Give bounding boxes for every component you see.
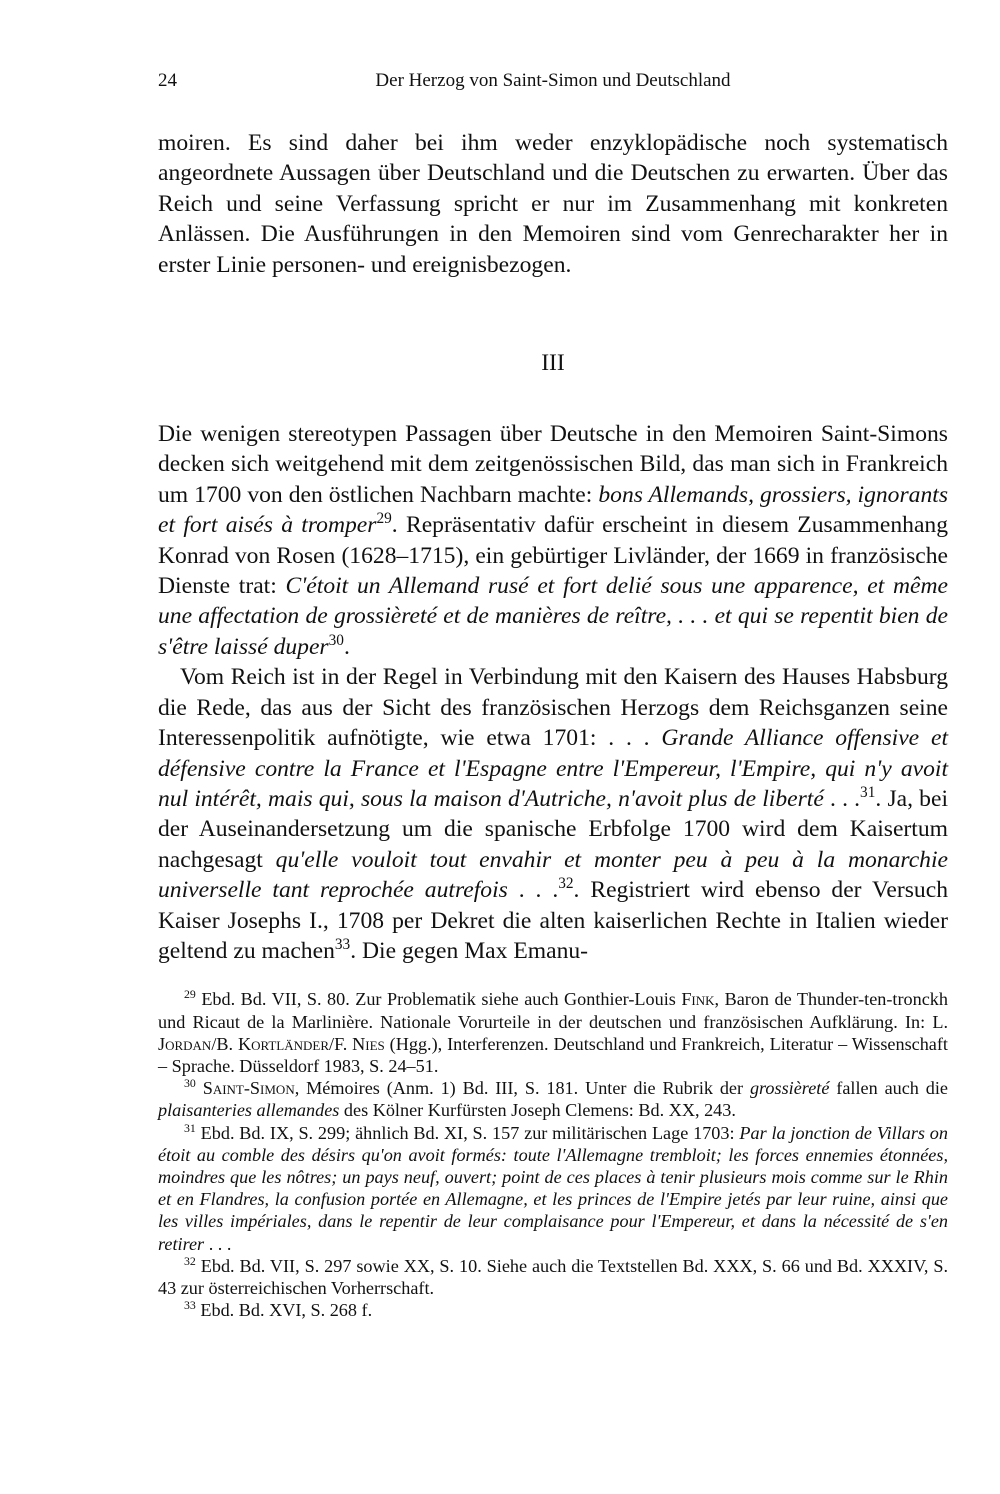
footnote-ref: 30 <box>328 632 344 650</box>
footnote-number: 30 <box>184 1076 196 1091</box>
paragraph-stereotypes <box>158 419 948 662</box>
text-segment <box>196 1078 203 1098</box>
footnote-number: 33 <box>184 1298 196 1313</box>
text-segment: . . . <box>823 785 861 812</box>
footnote-32 <box>158 1255 948 1299</box>
footnote-ref: 33 <box>334 936 351 954</box>
text-segment: . Repräsentativ dafür erscheint in diesem Zusammenhang Konrad von Rosen (1628–1715), ein gebürtiger Livländer, der 1669 in französische Dienste trat: <box>158 512 949 600</box>
text-segment: , Baron de Thunder-ten-tronckh und Ricaut de la Marlinière. Nationale Vorurteile in der deutschen und französischen Aufklärung. In: L. <box>158 989 948 1032</box>
text-segment: . Die gegen Max Emanu- <box>350 937 589 964</box>
author-name: Saint-Simon <box>202 1078 295 1099</box>
quote-segment: Par la jonction de Villars on étoit au comble des désirs qu'on avoit formés: toute l'Allemagne trembloit; les forces ennemies étonnées, moindres que les nôtres; un pays neuf, ouvert; point de ces places à tenir plusieurs mois comme sur le Rhin et en Flandres, la confusion portée en Allemagne, et les princes de l'Empire jetés par leur ruine, ainsi que les villes impériales, dans le repentir de leur complaisance pour l'Empereur, et dans la nécessité de s'en retirer <box>158 1122 948 1254</box>
page-header <box>158 70 948 100</box>
footnote-number: 32 <box>184 1253 196 1268</box>
footnote-33 <box>158 1299 948 1321</box>
footnotes <box>158 988 948 1321</box>
text-segment: . . . <box>507 877 559 904</box>
book-page <box>158 70 948 1321</box>
text-segment: Ebd. Bd. XVI, S. 268 f. <box>195 1300 373 1321</box>
quote-segment: bons Allemands, grossiers, ignorants et fort aisés à tromper <box>158 481 948 539</box>
footnote-ref: 31 <box>860 784 876 802</box>
text-segment: des Kölner Kurfürsten Joseph Clemens: Bd. XX, 243. <box>339 1100 736 1121</box>
paragraph-reich <box>158 662 948 966</box>
footnote-29 <box>158 988 948 1077</box>
quote-segment: grossièreté <box>749 1078 830 1099</box>
author-name: Nies <box>352 1033 385 1054</box>
footnote-number: 31 <box>184 1120 196 1135</box>
quote-segment: Grande Alliance offensive et défensive contre la France et l'Espagne entre l'Empereur, l'Empire, qui n'y avoit nul intérêt, mais qui, sous la maison d'Autriche, n'avoit plus de liberté <box>158 725 948 812</box>
text-segment: Ebd. Bd. IX, S. 299; ähnlich Bd. XI, S. 157 zur militärischen Lage 1703: <box>195 1122 740 1143</box>
footnote-ref: 32 <box>558 875 574 893</box>
text-segment: (Hgg.), Interferenzen. Deutschland und Frankreich, Literatur – Wissenschaft – Sprache. Düsseldorf 1983, S. 24–51. <box>158 1033 948 1076</box>
paragraph-intro: moiren. Es sind daher bei ihm weder enzyklopädische noch systematisch angeordnete Aussagen über Deutschland und die Deutschen zu erwarten. Über das Reich und seine Verfassung spricht er nur im Zusammenhang mit konkreten Anlässen. Die Ausführungen in den Memoiren sind vom Genrecharakter her in erster Linie personen- und ereignisbezogen. <box>158 130 948 278</box>
footnote-31 <box>158 1122 948 1255</box>
text-segment: /B. <box>211 1033 238 1054</box>
quote-segment: qu'elle vouloit tout envahir et monter peu à peu à la monarchie universelle tant reprochée autrefois <box>158 846 948 904</box>
quote-segment: C'étoit un Allemand rusé et fort delié sous une apparence, et même une affectation de grossièreté et de manières de reître, . . . et qui se repentit bien de s'être laissé duper <box>158 573 948 660</box>
footnote-ref: 29 <box>376 510 392 528</box>
text-segment: . Ja, bei der Auseinandersetzung um die spanische Erbfolge 1700 wird dem Kaisertum nachgesagt <box>158 785 948 873</box>
running-title: Der Herzog von Saint-Simon und Deutschland <box>375 70 731 91</box>
text-segment: . . . <box>204 1233 232 1254</box>
page-number: 24 <box>158 70 177 91</box>
author-name: Fink <box>681 989 715 1010</box>
text-segment: fallen auch die <box>829 1078 948 1099</box>
text-segment: . <box>343 633 350 660</box>
text-segment: /F. <box>329 1033 353 1054</box>
section-heading: III <box>541 350 565 377</box>
text-segment: Die wenigen stereotypen Passagen über Deutsche in den Memoiren Saint-Simons decken sich weitgehend mit dem zeitgenössischen Bild, das man sich in Frankreich um 1700 von den östlichen Nachbarn machte: <box>158 421 948 508</box>
quote-segment: plaisanteries allemandes <box>158 1100 340 1121</box>
footnote-30 <box>158 1077 948 1121</box>
text-segment: , Mémoires (Anm. 1) Bd. III, S. 181. Unter die Rubrik der <box>294 1078 750 1099</box>
author-name: Jordan <box>158 1033 212 1054</box>
footnote-number: 29 <box>184 987 196 1002</box>
text-segment: . Registriert wird ebenso der Versuch Kaiser Josephs I., 1708 per Dekret die alten kaiserlichen Rechte in Italien wieder geltend zu machen <box>158 877 948 964</box>
text-segment: Ebd. Bd. VII, S. 80. Zur Problematik siehe auch Gonthier-Louis <box>195 989 682 1010</box>
text-segment: Ebd. Bd. VII, S. 297 sowie XX, S. 10. Siehe auch die Textstellen Bd. XXX, S. 66 und Bd. XXXIV, S. 43 zur österreichischen Vorherrschaft. <box>158 1255 948 1298</box>
author-name: Kortländer <box>237 1033 330 1054</box>
text-segment: Vom Reich ist in der Regel in Verbindung mit den Kaisern des Hauses Habsburg die Rede, das aus der Sicht des französischen Herzogs dem Reichsganzen seine Interessenpolitik aufnötigte, wie etwa 1701: . . . <box>158 664 948 752</box>
